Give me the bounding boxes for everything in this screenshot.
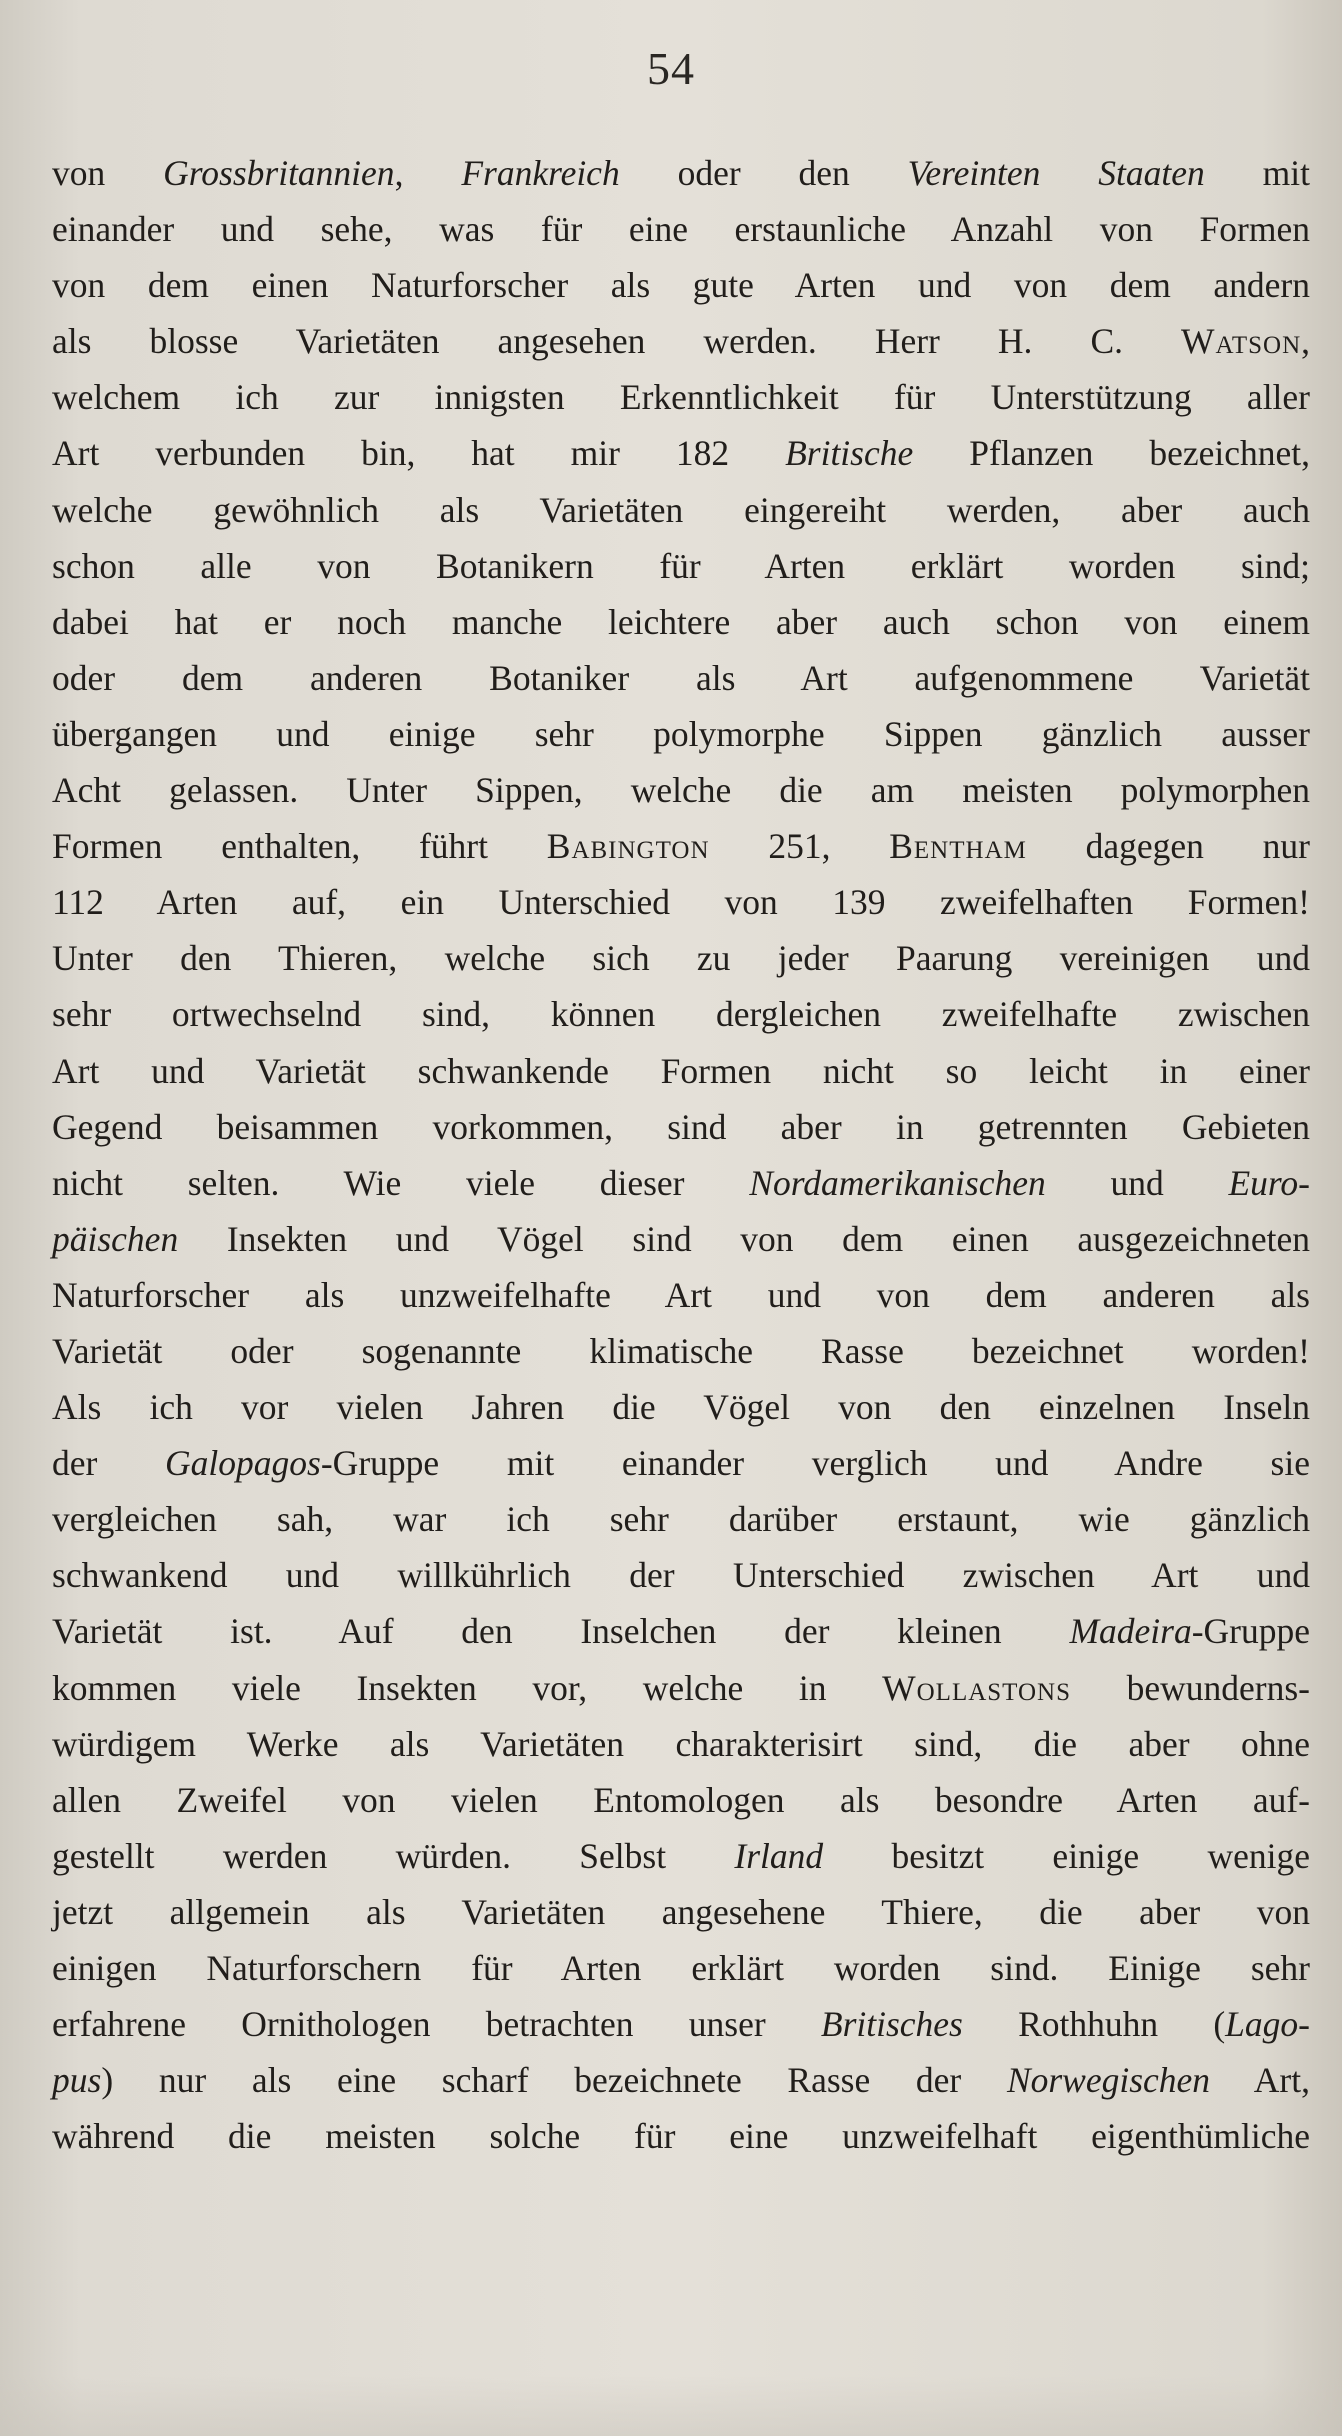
text-line bbox=[52, 874, 1310, 930]
text-line bbox=[52, 2052, 1310, 2108]
text-run: Art verbunden bin, hat mir 182 bbox=[52, 433, 786, 474]
text-line bbox=[52, 706, 1310, 762]
text-run: 251, bbox=[709, 826, 890, 867]
text-run: dabei hat er noch manche leichtere aber auch schon von einem bbox=[52, 601, 1310, 642]
text-run: Unter den Thieren, welche sich zu jeder Paarung vereinigen und bbox=[52, 938, 1310, 979]
text-run: ) nur als eine scharf bezeichnete Rasse der bbox=[101, 2060, 1007, 2101]
text-run: während die meisten solche für eine unzweifelhaft eigenthümliche bbox=[52, 2116, 1310, 2157]
text-line bbox=[52, 1211, 1310, 1267]
text-run: einigen Naturforschern für Arten erklärt worden sind. Einige sehr bbox=[52, 1948, 1310, 1988]
text-run: Als ich vor vielen Jahren die Vögel von den einzelnen Inseln bbox=[52, 1387, 1310, 1428]
text-line bbox=[52, 818, 1310, 874]
text-line bbox=[52, 1155, 1310, 1211]
text-line bbox=[52, 1603, 1310, 1659]
text-run: der bbox=[52, 1443, 166, 1484]
text-line bbox=[52, 1323, 1310, 1379]
text-line bbox=[52, 201, 1310, 257]
text-run: Varietät ist. Auf den Inselchen der kleinen bbox=[52, 1611, 1070, 1652]
text-run: , bbox=[1301, 321, 1310, 362]
text-line bbox=[52, 482, 1310, 538]
text-run: von dem einen Naturforscher als gute Arten und von dem andern bbox=[52, 265, 1310, 306]
text-run: Acht gelassen. Unter Sippen, welche die am meisten polymorphen bbox=[52, 770, 1310, 811]
italic-term: Galopagos bbox=[165, 1443, 321, 1484]
text-run: welche gewöhnlich als Varietäten eingereiht werden, aber auch bbox=[52, 489, 1310, 530]
text-line bbox=[52, 1772, 1310, 1828]
italic-term: Norwegischen bbox=[1006, 2060, 1211, 2101]
text-line bbox=[52, 1660, 1310, 1716]
italic-term: Madeira bbox=[1069, 1611, 1192, 1652]
italic-term: Grossbritannien bbox=[163, 153, 395, 193]
text-line bbox=[52, 145, 1310, 201]
text-run: vergleichen sah, war ich sehr darüber erstaunt, wie gänzlich bbox=[52, 1499, 1310, 1540]
text-line bbox=[52, 762, 1310, 818]
italic-term: Euro- bbox=[1228, 1162, 1310, 1203]
text-line bbox=[52, 594, 1310, 650]
italic-term: Irland bbox=[734, 1835, 824, 1876]
text-line bbox=[52, 1099, 1310, 1155]
text-run: jetzt allgemein als Varietäten angesehene Thiere, die aber von bbox=[52, 1891, 1310, 1932]
text-run: sehr ortwechselnd sind, können dergleichen zweifelhafte zwischen bbox=[52, 994, 1310, 1035]
text-line bbox=[52, 986, 1310, 1042]
text-run: -Gruppe mit einander verglich und Andre sie bbox=[320, 1443, 1310, 1484]
text-run: 112 Arten auf, ein Unterschied von 139 zweifelhaften Formen! bbox=[52, 882, 1310, 923]
text-run: schon alle von Botanikern für Arten erklärt worden sind; bbox=[52, 545, 1310, 586]
text-run: bewunderns- bbox=[1071, 1667, 1310, 1708]
text-line bbox=[52, 1996, 1310, 2052]
text-run: oder dem anderen Botaniker als Art aufgenommene Varietät bbox=[52, 657, 1310, 698]
italic-term: pus bbox=[52, 2060, 102, 2101]
text-run: Art, bbox=[1210, 2060, 1310, 2101]
text-line bbox=[52, 1884, 1310, 1940]
text-line bbox=[52, 369, 1310, 425]
italic-term: Britische bbox=[785, 433, 914, 474]
text-run: übergangen und einige sehr polymorphe Sippen gänzlich ausser bbox=[52, 713, 1310, 754]
text-run: Varietät oder sogenannte klimatische Rasse bezeichnet worden! bbox=[52, 1330, 1310, 1371]
italic-term: Lago- bbox=[1225, 2004, 1310, 2045]
text-run: Naturforscher als unzweifelhafte Art und von dem anderen als bbox=[52, 1274, 1310, 1315]
text-line bbox=[52, 313, 1310, 369]
text-run: von bbox=[52, 153, 164, 193]
text-line bbox=[52, 425, 1310, 481]
text-run: besitzt einige wenige bbox=[823, 1835, 1310, 1876]
text-run: gestellt werden würden. Selbst bbox=[52, 1835, 735, 1876]
text-line bbox=[52, 257, 1310, 313]
page-number: 54 bbox=[647, 43, 695, 94]
text-line bbox=[52, 1379, 1310, 1435]
text-run: nicht selten. Wie viele dieser bbox=[52, 1162, 750, 1203]
text-line bbox=[52, 1267, 1310, 1323]
text-run: und bbox=[1045, 1162, 1229, 1203]
text-line bbox=[52, 1043, 1310, 1099]
italic-term: Vereinten Staaten bbox=[907, 153, 1205, 193]
text-run: Insekten und Vögel sind von dem einen ausgezeichneten bbox=[178, 1218, 1310, 1259]
text-line bbox=[52, 1435, 1310, 1491]
author-name: Wollastons bbox=[882, 1667, 1072, 1708]
text-line bbox=[52, 538, 1310, 594]
text-run: , bbox=[394, 153, 462, 193]
italic-term: Nordamerikanischen bbox=[749, 1162, 1046, 1203]
text-run: schwankend und willkührlich der Unterschied zwischen Art und bbox=[52, 1555, 1310, 1596]
text-run: erfahrene Ornithologen betrachten unser bbox=[52, 2004, 821, 2045]
text-run: mit bbox=[1204, 153, 1310, 193]
text-run: allen Zweifel von vielen Entomologen als besondre Arten auf- bbox=[52, 1779, 1310, 1820]
text-line bbox=[52, 930, 1310, 986]
text-run: Rothhuhn ( bbox=[962, 2004, 1226, 2045]
italic-term: Britisches bbox=[820, 2004, 963, 2045]
text-line bbox=[52, 1828, 1310, 1884]
text-run: Formen enthalten, führt bbox=[52, 826, 547, 867]
text-run: welchem ich zur innigsten Erkenntlichkeit für Unterstützung aller bbox=[52, 377, 1310, 418]
text-run: als blosse Varietäten angesehen werden. Herr H. C. bbox=[52, 321, 1182, 362]
body-text bbox=[52, 145, 1310, 2164]
text-line bbox=[52, 1716, 1310, 1772]
author-name: Watson bbox=[1181, 321, 1302, 362]
text-run: Pflanzen bezeichnet, bbox=[913, 433, 1310, 474]
author-name: Bentham bbox=[889, 826, 1027, 867]
text-line bbox=[52, 2108, 1310, 2164]
italic-term: päischen bbox=[52, 1218, 179, 1259]
text-run: Art und Varietät schwankende Formen nicht so leicht in einer bbox=[52, 1050, 1310, 1091]
text-run: einander und sehe, was für eine erstaunliche Anzahl von Formen bbox=[52, 209, 1310, 250]
page-edge-shadow bbox=[0, 2376, 1342, 2436]
text-line bbox=[52, 650, 1310, 706]
text-run: dagegen nur bbox=[1026, 826, 1311, 867]
text-run: -Gruppe bbox=[1191, 1611, 1310, 1652]
text-line bbox=[52, 1940, 1310, 1996]
text-run: Gegend beisammen vorkommen, sind aber in getrennten Gebieten bbox=[52, 1106, 1310, 1147]
author-name: Babington bbox=[546, 826, 710, 867]
text-line bbox=[52, 1491, 1310, 1547]
italic-term: Frankreich bbox=[461, 153, 620, 193]
text-run: oder den bbox=[619, 153, 908, 193]
text-run: würdigem Werke als Varietäten charakterisirt sind, die aber ohne bbox=[52, 1723, 1310, 1764]
text-run: kommen viele Insekten vor, welche in bbox=[52, 1667, 883, 1708]
text-line bbox=[52, 1547, 1310, 1603]
